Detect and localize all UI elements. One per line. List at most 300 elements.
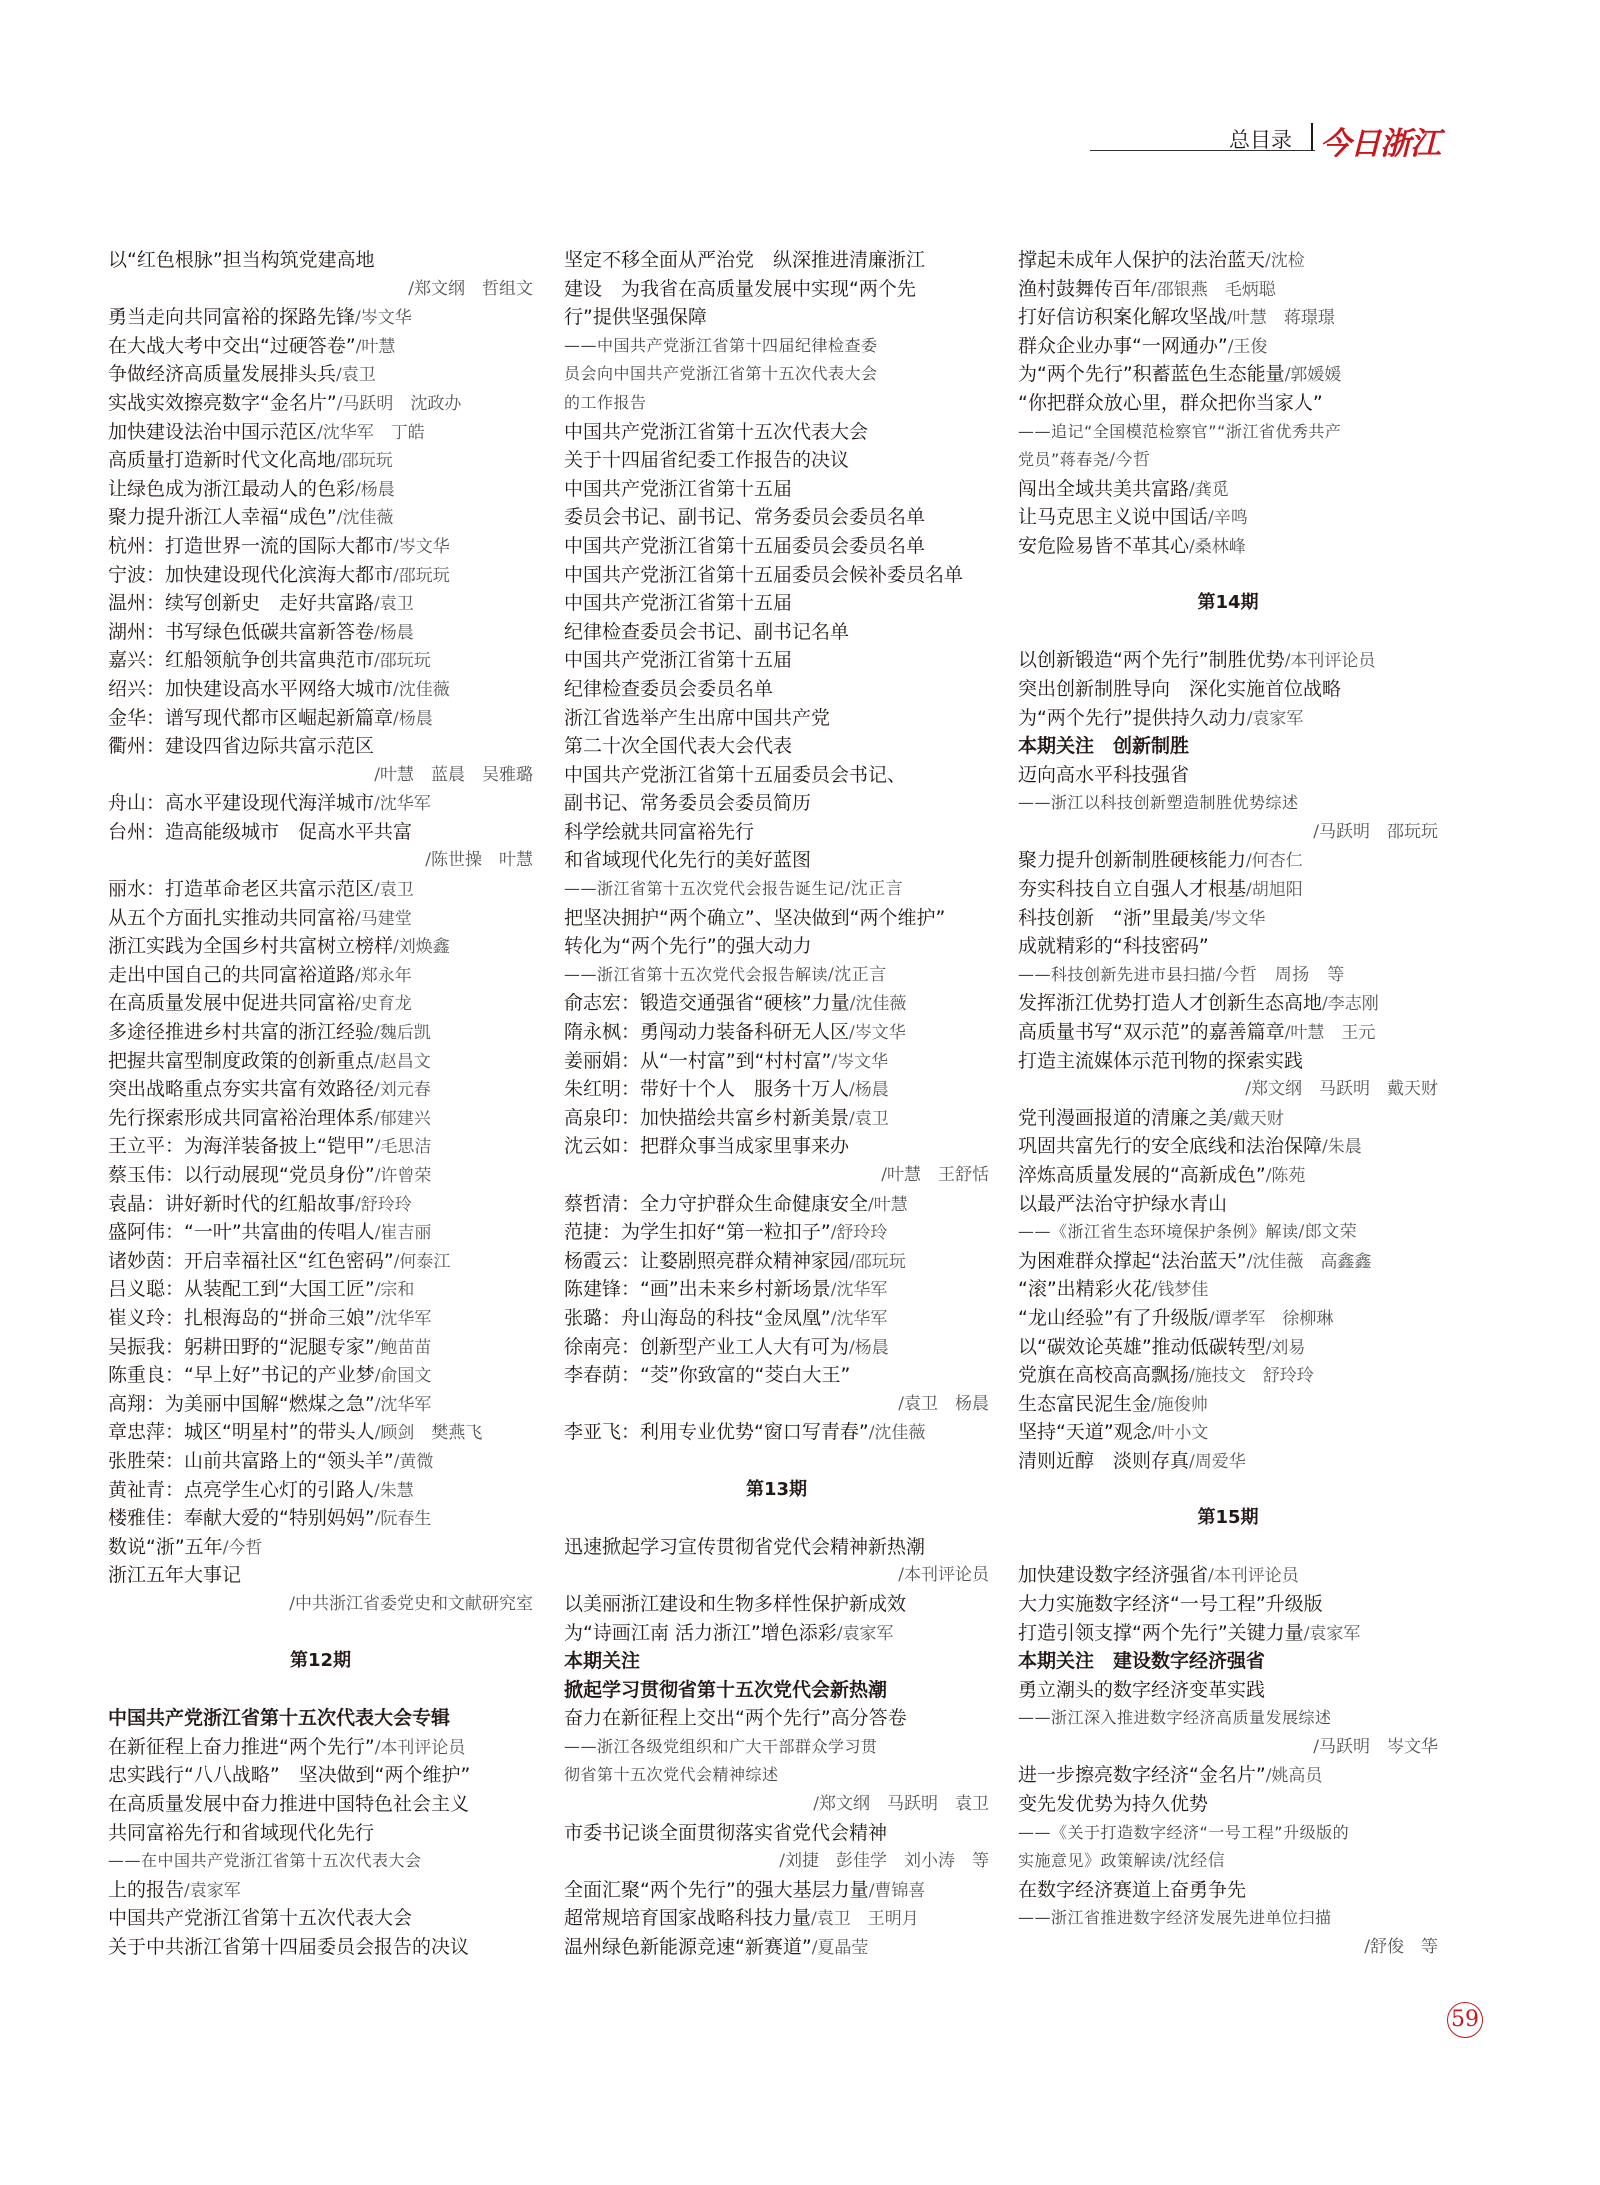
toc-entry	[108, 1190, 533, 1219]
entry-title: 走出中国自己的共同富裕道路	[108, 963, 356, 986]
entry-author: /阮春生	[374, 1509, 432, 1530]
entry-title: 数说“浙”五年	[108, 1535, 223, 1558]
entry-author: /胡旭阳	[1246, 880, 1303, 901]
toc-entry	[1018, 1161, 1438, 1190]
toc-entry	[108, 1275, 533, 1304]
toc-entry	[1018, 1190, 1438, 1219]
section-label	[564, 1647, 989, 1676]
entry-title: 李亚飞：利用专业优势“窗口写青春”	[564, 1421, 869, 1444]
toc-entry	[108, 1333, 533, 1362]
entry-author: /钱梦佳	[1151, 1280, 1209, 1301]
entry-title: 市委书记谈全面贯彻落实省党代会精神	[564, 1821, 888, 1844]
entry-title: 温州：续写创新史 走好共富路	[108, 592, 375, 615]
section-title: 总目录	[1229, 128, 1292, 152]
article-subtitle	[564, 875, 989, 904]
toc-entry	[108, 1161, 533, 1190]
entry-title: 丽水：打造革命老区共富示范区	[108, 878, 375, 901]
entry-title: 中国共产党浙江省第十五届委员会候补委员名单	[564, 563, 964, 586]
toc-entry	[564, 1361, 989, 1390]
toc-entry	[564, 646, 989, 675]
entry-title: 温州绿色新能源竞速“新赛道”	[564, 1936, 812, 1959]
entry-title: 科学绘就共同富裕先行	[564, 820, 755, 843]
toc-entry	[108, 1561, 533, 1590]
toc-entry	[1018, 1304, 1438, 1333]
entry-title: 党员”蒋春尧	[1018, 450, 1110, 470]
entry-author: /马建堂	[355, 908, 412, 929]
spacer	[1018, 1533, 1438, 1562]
entry-author: /龚觅	[1189, 479, 1229, 500]
spacer	[1018, 561, 1438, 590]
toc-entry	[1018, 1390, 1438, 1419]
entry-title: 打好信访积案化解攻坚战	[1018, 306, 1228, 329]
entry-title: 吴振我：躬耕田野的“泥腿专家”	[108, 1335, 375, 1358]
entry-title: 纪律检查委员会书记、副书记名单	[564, 620, 850, 643]
entry-title: 聚力提升浙江人幸福“成色”	[108, 506, 337, 529]
entry-title: 掀起学习贯彻省第十五次党代会新热潮	[564, 1678, 888, 1701]
article-author: /郑文纲 马跃明 戴天财	[1245, 1079, 1438, 1100]
entry-title: 在数字经济赛道上奋勇争先	[1018, 1878, 1247, 1901]
entry-author: /赵昌文	[374, 1051, 431, 1072]
entry-title: 杨霞云：让婺剧照亮群众精神家园	[564, 1249, 850, 1272]
entry-author: /王俊	[1227, 336, 1268, 357]
article-author: /刘捷 彭佳学 刘小涛 等	[779, 1851, 989, 1872]
entry-title: 浙江省选举产生出席中国共产党	[564, 706, 831, 729]
entry-title: 隋永枫：勇闯动力装备科研无人区	[564, 1021, 850, 1044]
toc-entry	[564, 1619, 989, 1648]
article-author: /本刊评论员	[898, 1565, 989, 1586]
entry-title: 中国共产党浙江省第十五届	[564, 649, 793, 672]
toc-entry	[108, 1075, 533, 1104]
entry-title: 金华：谱写现代都市区崛起新篇章	[108, 706, 394, 729]
entry-author: /杨晨	[393, 708, 433, 729]
toc-entry	[108, 332, 533, 361]
entry-title: 实战实效擦亮数字“金名片”	[108, 391, 337, 414]
entry-author: /今哲 周扬 等	[1216, 964, 1345, 985]
entry-title: 李春荫：“茭”你致富的“茭白大王”	[564, 1364, 851, 1387]
entry-title: 闯出全域共美共富路	[1018, 477, 1190, 500]
entry-author: /杨晨	[849, 1080, 889, 1101]
toc-entry	[108, 532, 533, 561]
entry-title: 的工作报告	[564, 392, 647, 412]
entry-title: 突出创新制胜导向 深化实施首位战略	[1018, 677, 1342, 700]
toc-entry	[108, 1761, 533, 1790]
toc-entry	[108, 1218, 533, 1247]
article-author: /郑文纲 马跃明 袁卫	[813, 1794, 989, 1815]
article-subtitle	[1018, 1218, 1438, 1247]
entry-title: 王立平：为海洋装备披上“铠甲”	[108, 1135, 375, 1158]
toc-entry	[1018, 1761, 1438, 1790]
toc-entry	[108, 961, 533, 990]
toc-entry	[1018, 303, 1438, 332]
page-number: 59	[1447, 2002, 1483, 2038]
entry-title: 在新征程上奋力推进“两个先行”	[108, 1735, 375, 1758]
entry-author: /邵银燕 毛炳聪	[1151, 279, 1276, 300]
entry-title: 员会向中国共产党浙江省第十五次代表大会	[564, 364, 878, 384]
entry-title: 在高质量发展中促进共同富裕	[108, 992, 356, 1015]
toc-entry	[108, 1733, 533, 1762]
toc-entry	[1018, 275, 1438, 304]
entry-title: 实施意见》政策解读	[1018, 1851, 1167, 1871]
entry-author: /顾剑 樊燕飞	[374, 1423, 483, 1444]
toc-entry	[108, 904, 533, 933]
toc-entry	[564, 246, 989, 275]
toc-entry	[1018, 1418, 1438, 1447]
toc-entry	[108, 1876, 533, 1905]
toc-entry	[108, 1247, 533, 1276]
entry-title: 突出战略重点夯实共富有效路径	[108, 1078, 375, 1101]
article-subtitle	[564, 1761, 989, 1790]
toc-entry	[1018, 904, 1438, 933]
toc-entry	[1018, 1018, 1438, 1047]
toc-entry	[564, 675, 989, 704]
entry-author: /李志刚	[1322, 994, 1379, 1015]
entry-author: /朱慧	[374, 1480, 414, 1501]
toc-entry	[108, 1790, 533, 1819]
toc-entry	[1018, 875, 1438, 904]
entry-author: /俞国文	[374, 1366, 432, 1387]
entry-author: /袁家军	[184, 1880, 241, 1901]
entry-title: 中国共产党浙江省第十五届	[564, 592, 793, 615]
entry-title: 党刊漫画报道的清廉之美	[1018, 1106, 1228, 1129]
entry-author: /史育龙	[355, 994, 412, 1015]
entry-title: 在高质量发展中奋力推进中国特色社会主义	[108, 1793, 470, 1816]
entry-author: /沈检	[1265, 251, 1305, 271]
entry-author: /崔吉丽	[374, 1223, 432, 1244]
entry-author: /何杏仁	[1246, 851, 1303, 872]
toc-entry	[1018, 932, 1438, 961]
entry-title: 绍兴：加快建设高水平网络大城市	[108, 677, 394, 700]
entry-author: /施俊帅	[1151, 1394, 1208, 1415]
section-label	[1018, 1647, 1438, 1676]
entry-title: 生态富民泥生金	[1018, 1392, 1152, 1415]
entry-author: /沈华军	[374, 1394, 432, 1415]
entry-title: 变先发优势为持久优势	[1018, 1793, 1209, 1816]
entry-title: 台州：造高能级城市 促高水平共富	[108, 820, 413, 843]
toc-entry	[1018, 1676, 1438, 1705]
entry-title: 安危险易皆不革其心	[1018, 534, 1190, 557]
entry-title: 陈建锋：“画”出未来乡村新场景	[564, 1278, 831, 1301]
toc-entry	[1018, 503, 1438, 532]
spacer	[108, 1619, 533, 1648]
toc-entry	[1018, 1447, 1438, 1476]
entry-title: 让马克思主义说中国话	[1018, 506, 1209, 529]
entry-author: /夏晶莹	[811, 1938, 869, 1959]
article-subtitle	[1018, 418, 1438, 447]
toc-entry	[1018, 1247, 1438, 1276]
entry-author: /袁卫	[374, 594, 414, 615]
entry-author: /岑文华	[355, 308, 412, 329]
article-author: /中共浙江省委党史和文献研究室	[289, 1593, 533, 1614]
entry-title: 委员会书记、副书记、常务委员会委员名单	[564, 506, 926, 529]
entry-title: 建设 为我省在高质量发展中实现“两个先	[564, 277, 916, 300]
toc-entry	[564, 846, 989, 875]
entry-title: 夯实科技自立自强人才根基	[1018, 878, 1247, 901]
issue-heading: 第13期	[745, 1478, 808, 1500]
article-subtitle	[564, 1733, 989, 1762]
entry-title: 勇立潮头的数字经济变革实践	[1018, 1678, 1266, 1701]
entry-title: 把握共富型制度政策的创新重点	[108, 1049, 375, 1072]
entry-author: /沈华军	[830, 1280, 888, 1301]
toc-entry	[108, 1361, 533, 1390]
entry-title: 勇当走向共同富裕的探路先锋	[108, 306, 356, 329]
toc-entry	[108, 989, 533, 1018]
entry-author: /沈佳薇	[868, 1423, 926, 1444]
entry-author: /朱晨	[1322, 1137, 1362, 1158]
entry-title: 杭州：打造世界一流的国际大都市	[108, 534, 394, 557]
entry-author: /郑永年	[355, 965, 412, 986]
entry-title: 为困难群众撑起“法治蓝天”	[1018, 1249, 1247, 1272]
entry-title: 打造引领支撑“两个先行”关键力量	[1018, 1621, 1304, 1644]
toc-entry	[564, 589, 989, 618]
toc-entry	[1018, 846, 1438, 875]
toc-entry	[1018, 1561, 1438, 1590]
entry-title: 中国共产党浙江省第十五次代表大会专辑	[108, 1707, 451, 1730]
entry-title: “滚”出精彩火花	[1018, 1278, 1152, 1301]
entry-author: /鲍苗苗	[374, 1337, 432, 1358]
entry-author: /沈经信	[1166, 1851, 1226, 1872]
entry-title: 为“两个先行”积蓄蓝色生态能量	[1018, 363, 1285, 386]
toc-entry	[564, 904, 989, 933]
entry-author: /袁卫 王明月	[811, 1909, 919, 1930]
article-author: /马跃明 邵玩玩	[1313, 821, 1438, 842]
entry-author: /杨晨	[355, 479, 395, 500]
toc-entry	[108, 561, 533, 590]
article-subtitle	[564, 389, 989, 418]
toc-entry	[108, 646, 533, 675]
entry-author: /沈正言	[828, 964, 887, 985]
toc-entry	[108, 1476, 533, 1505]
entry-title: 在大战大考中交出“过硬答卷”	[108, 334, 356, 357]
toc-entry	[108, 1304, 533, 1333]
toc-entry	[108, 932, 533, 961]
entry-title: 迅速掀起学习宣传贯彻省党代会精神新热潮	[564, 1535, 926, 1558]
entry-title: 徐南亮：创新型产业工人大有可为	[564, 1335, 850, 1358]
entry-title: 楼雅佳：奉献大爱的“特别妈妈”	[108, 1507, 375, 1530]
entry-author: /袁卫	[374, 880, 414, 901]
entry-title: ——《关于打造数字经济“一号工程”升级版的	[1018, 1822, 1350, 1842]
article-author: /叶慧 王舒恬	[881, 1165, 989, 1185]
entry-title: ——浙江深入推进数字经济高质量发展综述	[1018, 1708, 1332, 1728]
entry-author: /姚高员	[1265, 1766, 1323, 1787]
article-author: /叶慧 蓝晨 吴雅璐	[374, 764, 533, 785]
toc-entry	[1018, 389, 1438, 418]
entry-title: 清则近醇 淡则存真	[1018, 1449, 1190, 1472]
entry-author: /岑文华	[393, 536, 450, 557]
entry-author: /本刊评论员	[1284, 651, 1376, 672]
toc-entry	[108, 1447, 533, 1476]
toc-entry	[1018, 1619, 1438, 1648]
toc-entry	[1018, 704, 1438, 733]
section-label	[108, 1704, 533, 1733]
entry-title: 加快建设数字经济强省	[1018, 1564, 1209, 1587]
entry-title: ——追记“全国模范检察官”“浙江省优秀共产	[1018, 421, 1342, 441]
toc-entry	[108, 1047, 533, 1076]
entry-author: /宗和	[374, 1280, 415, 1301]
toc-entry	[108, 1418, 533, 1447]
entry-title: 高质量打造新时代文化高地	[108, 449, 337, 472]
entry-title: “龙山经验”有了升级版	[1018, 1306, 1209, 1329]
entry-title: 奋力在新征程上交出“两个先行”高分答卷	[564, 1707, 907, 1730]
toc-entry	[564, 761, 989, 790]
entry-title: 章忠萍：城区“明星村”的带头人	[108, 1421, 375, 1444]
toc-entry	[108, 503, 533, 532]
entry-title: ——浙江省第十五次党代会报告诞生记	[564, 879, 845, 899]
toc-entry	[564, 1104, 989, 1133]
entry-title: 衢州：建设四省边际共富示范区	[108, 735, 375, 758]
toc-entry	[108, 1933, 533, 1962]
toc-entry	[1018, 675, 1438, 704]
entry-author: /本刊评论员	[1208, 1566, 1299, 1587]
toc-entry	[564, 275, 989, 304]
entry-title: 发挥浙江优势打造人才创新生态高地	[1018, 992, 1323, 1015]
article-subtitle	[1018, 1819, 1438, 1848]
entry-title: 让绿色成为浙江最动人的色彩	[108, 477, 356, 500]
toc-entry	[1018, 646, 1438, 675]
entry-title: 和省域现代化先行的美好蓝图	[564, 849, 812, 872]
entry-title: 聚力提升创新制胜硬核能力	[1018, 849, 1247, 872]
issue-heading: 第12期	[289, 1650, 352, 1672]
entry-title: 党旗在高校高高飘扬	[1018, 1364, 1190, 1387]
toc-entry	[564, 475, 989, 504]
entry-title: 以最严法治守护绿水青山	[1018, 1192, 1228, 1215]
entry-title: 从五个方面扎实推动共同富裕	[108, 906, 356, 929]
toc-column-1	[108, 246, 533, 1962]
entry-title: 争做经济高质量发展排头兵	[108, 363, 337, 386]
toc-entry	[564, 1247, 989, 1276]
entry-title: 彻省第十五次党代会精神综述	[564, 1765, 779, 1785]
entry-title: 本期关注	[564, 1650, 641, 1673]
entry-author: /袁家军	[836, 1623, 894, 1644]
entry-author: /辛鸣	[1208, 508, 1248, 529]
entry-title: ——《浙江省生态环境保护条例》解读	[1018, 1222, 1299, 1242]
entry-author: /刘元春	[374, 1080, 431, 1101]
entry-title: “你把群众放心里，群众把你当家人”	[1018, 391, 1323, 414]
toc-entry	[564, 1590, 989, 1619]
toc-entry	[564, 1218, 989, 1247]
toc-entry	[564, 704, 989, 733]
spacer	[564, 1504, 989, 1533]
entry-title: 宁波：加快建设现代化滨海大都市	[108, 563, 394, 586]
spacer	[108, 1676, 533, 1705]
section-label	[564, 1676, 989, 1705]
entry-title: 崔义玲：扎根海岛的“拼命三娘”	[108, 1306, 375, 1329]
entry-author: /本刊评论员	[374, 1737, 466, 1758]
entry-title: 关于十四届省纪委工作报告的决议	[564, 449, 850, 472]
entry-author: /马跃明 沈政办	[336, 393, 462, 414]
entry-title: 打造主流媒体示范刊物的探索实践	[1018, 1049, 1304, 1072]
toc-entry	[564, 818, 989, 847]
toc-entry	[564, 989, 989, 1018]
article-author: /舒俊 等	[1364, 1937, 1438, 1958]
entry-title: 以“碳效论英雄”推动低碳转型	[1018, 1335, 1266, 1358]
toc-entry	[108, 618, 533, 647]
article-subtitle	[564, 360, 989, 389]
entry-title: ——浙江以科技创新塑造制胜优势综述	[1018, 793, 1299, 813]
entry-title: 诸妙茵：开启幸福社区“红色密码”	[108, 1249, 394, 1272]
toc-entry	[564, 1075, 989, 1104]
toc-entry	[1018, 1333, 1438, 1362]
toc-entry	[108, 732, 533, 761]
entry-title: 高翔：为美丽中国解“燃煤之急”	[108, 1392, 375, 1415]
article-subtitle	[1018, 446, 1438, 475]
toc-entry	[1018, 475, 1438, 504]
entry-author: /郁建兴	[374, 1108, 431, 1129]
entry-title: 多途径推进乡村共富的浙江经验	[108, 1021, 375, 1044]
entry-title: 大力实施数字经济“一号工程”升级版	[1018, 1592, 1323, 1615]
issue-heading: 第15期	[1197, 1507, 1259, 1529]
entry-author: /沈华军	[830, 1308, 888, 1329]
entry-author: /桑林峰	[1189, 536, 1246, 557]
entry-title: 中国共产党浙江省第十五次代表大会	[564, 420, 869, 443]
entry-author: /邵玩玩	[393, 565, 450, 586]
entry-title: 为“诗画江南 活力浙江”增色添彩	[564, 1621, 837, 1644]
entry-title: 共同富裕先行和省域现代化先行	[108, 1821, 375, 1844]
entry-author: /岑文华	[1208, 908, 1266, 929]
toc-entry	[1018, 1132, 1438, 1161]
entry-author: /邵玩玩	[849, 1251, 906, 1272]
toc-entry	[108, 1533, 533, 1562]
toc-entry	[564, 1819, 989, 1848]
article-subtitle	[1018, 961, 1438, 990]
toc-entry	[108, 675, 533, 704]
entry-author: /沈佳薇 高鑫鑫	[1246, 1251, 1372, 1272]
toc-entry	[108, 475, 533, 504]
entry-title: 浙江五年大事记	[108, 1564, 242, 1587]
entry-title: 姜丽娟：从“一村富”到“村村富”	[564, 1049, 832, 1072]
magazine-logo: 今日浙江	[1320, 126, 1440, 162]
entry-author: /沈佳薇	[849, 994, 907, 1015]
entry-author: /郭媛媛	[1284, 365, 1342, 386]
entry-author: /沈佳薇	[393, 679, 450, 700]
toc-entry	[564, 303, 989, 332]
toc-entry	[1018, 1790, 1438, 1819]
toc-entry	[108, 1390, 533, 1419]
entry-title: 中国共产党浙江省第十五次代表大会	[108, 1907, 413, 1930]
toc-entry	[1018, 1047, 1438, 1076]
entry-author: /黄微	[393, 1451, 434, 1472]
toc-entry	[564, 789, 989, 818]
entry-title: 上的报告	[108, 1878, 185, 1901]
entry-title: 嘉兴：红船领航争创共富典范市	[108, 649, 375, 672]
article-author: /陈世操 叶慧	[425, 850, 533, 871]
entry-title: 行”提供坚强保障	[564, 306, 707, 329]
entry-author: /沈华军	[374, 1308, 432, 1329]
entry-author: /沈正言	[844, 879, 904, 900]
entry-author: /许曾荣	[374, 1166, 432, 1186]
entry-title: ——在中国共产党浙江省第十五次代表大会	[108, 1851, 422, 1871]
entry-title: 转化为“两个先行”的强大动力	[564, 935, 812, 958]
entry-author: /叶慧 蒋璟璟	[1227, 308, 1335, 329]
entry-title: 浙江实践为全国乡村共富树立榜样	[108, 935, 394, 958]
entry-title: 坚定不移全面从严治党 纵深推进清廉浙江	[564, 249, 926, 271]
entry-title: 把坚决拥护“两个确立”、坚决做到“两个维护”	[564, 906, 946, 929]
toc-entry	[108, 246, 533, 275]
entry-title: 坚持“天道”观念	[1018, 1421, 1152, 1444]
entry-author: /何泰江	[393, 1251, 451, 1272]
toc-entry	[108, 1104, 533, 1133]
toc-entry	[564, 1018, 989, 1047]
entry-title: 巩固共富先行的安全底线和法治保障	[1018, 1135, 1323, 1158]
entry-author: /叶慧	[355, 336, 396, 357]
toc-entry	[108, 1819, 533, 1848]
toc-entry	[564, 732, 989, 761]
toc-entry	[564, 932, 989, 961]
entry-title: 俞志宏：锻造交通强省“硬核”力量	[564, 992, 850, 1015]
entry-title: 群众企业办事“一网通办”	[1018, 334, 1228, 357]
spacer	[1018, 618, 1438, 647]
article-author: /马跃明 岑文华	[1313, 1736, 1438, 1757]
spacer	[1018, 1476, 1438, 1505]
